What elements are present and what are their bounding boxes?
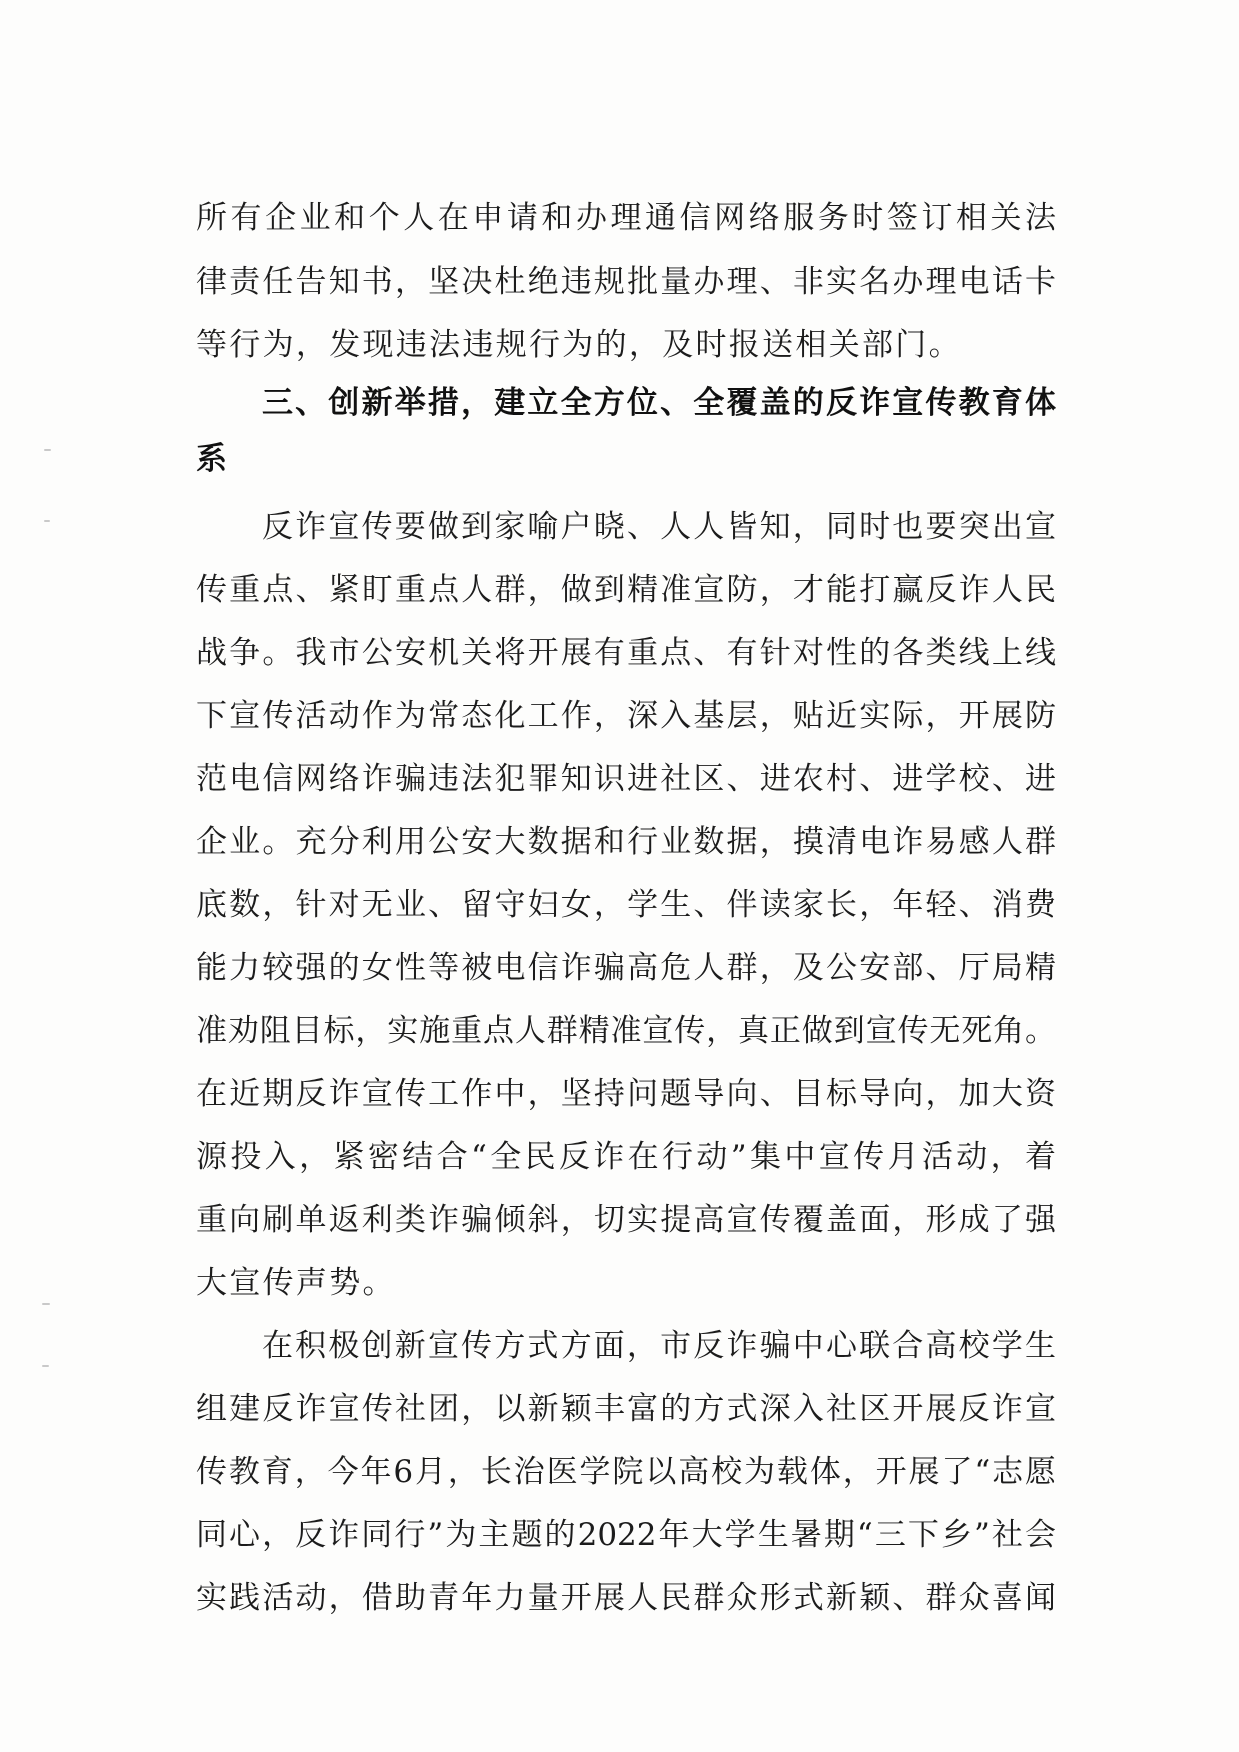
paragraph-2-line-1: 反诈宣传要做到家喻户晓、人人皆知，同时也要突出宣 (262, 509, 1056, 545)
paragraph-2-line-10: 在近期反诈宣传工作中，坚持问题导向、目标导向，加大资 (196, 1076, 1056, 1112)
scan-speck (44, 449, 51, 451)
section-heading-3-line-2: 系 (196, 440, 230, 477)
paragraph-2-line-2: 传重点、紧盯重点人群，做到精准宣防，才能打赢反诈人民 (196, 572, 1056, 608)
paragraph-2-line-6: 企业。充分利用公安大数据和行业数据，摸清电诈易感人群 (196, 824, 1056, 860)
scan-speck (44, 520, 50, 522)
paragraph-1-line-2: 律责任告知书，坚决杜绝违规批量办理、非实名办理电话卡 (196, 264, 1056, 300)
paragraph-2-line-7: 底数，针对无业、留守妇女，学生、伴读家长，年轻、消费 (196, 887, 1056, 923)
scan-speck (42, 1303, 50, 1305)
section-heading-3-line-1: 三、创新举措，建立全方位、全覆盖的反诈宣传教育体 (262, 384, 1056, 421)
paragraph-3-line-2: 组建反诈宣传社团，以新颖丰富的方式深入社区开展反诈宣 (196, 1391, 1056, 1427)
paragraph-3-line-4: 同心，反诈同行”为主题的2022年大学生暑期“三下乡”社会 (196, 1517, 1056, 1553)
paragraph-2-line-13: 大宣传声势。 (196, 1265, 396, 1301)
paragraph-2-line-3: 战争。我市公安机关将开展有重点、有针对性的各类线上线 (196, 635, 1056, 671)
paragraph-2-line-5: 范电信网络诈骗违法犯罪知识进社区、进农村、进学校、进 (196, 761, 1056, 797)
paragraph-3-line-3: 传教育，今年6月，长治医学院以高校为载体，开展了“志愿 (196, 1454, 1056, 1490)
paragraph-2-line-12: 重向刷单返利类诈骗倾斜，切实提高宣传覆盖面，形成了强 (196, 1202, 1056, 1238)
paragraph-1-line-3: 等行为，发现违法违规行为的，及时报送相关部门。 (196, 327, 962, 363)
paragraph-2-line-11: 源投入，紧密结合“全民反诈在行动”集中宣传月活动，着 (196, 1139, 1056, 1175)
paragraph-3-line-1: 在积极创新宣传方式方面，市反诈骗中心联合高校学生 (262, 1328, 1056, 1364)
paragraph-2-line-8: 能力较强的女性等被电信诈骗高危人群，及公安部、厅局精 (196, 950, 1056, 986)
paragraph-2-line-9: 准劝阻目标，实施重点人群精准宣传，真正做到宣传无死角。 (196, 1013, 1056, 1049)
paragraph-1-line-1: 所有企业和个人在申请和办理通信网络服务时签订相关法 (196, 200, 1056, 236)
paragraph-3-line-5: 实践活动，借助青年力量开展人民群众形式新颖、群众喜闻 (196, 1580, 1056, 1616)
paragraph-2-line-4: 下宣传活动作为常态化工作，深入基层，贴近实际，开展防 (196, 698, 1056, 734)
scan-speck (42, 1365, 49, 1367)
